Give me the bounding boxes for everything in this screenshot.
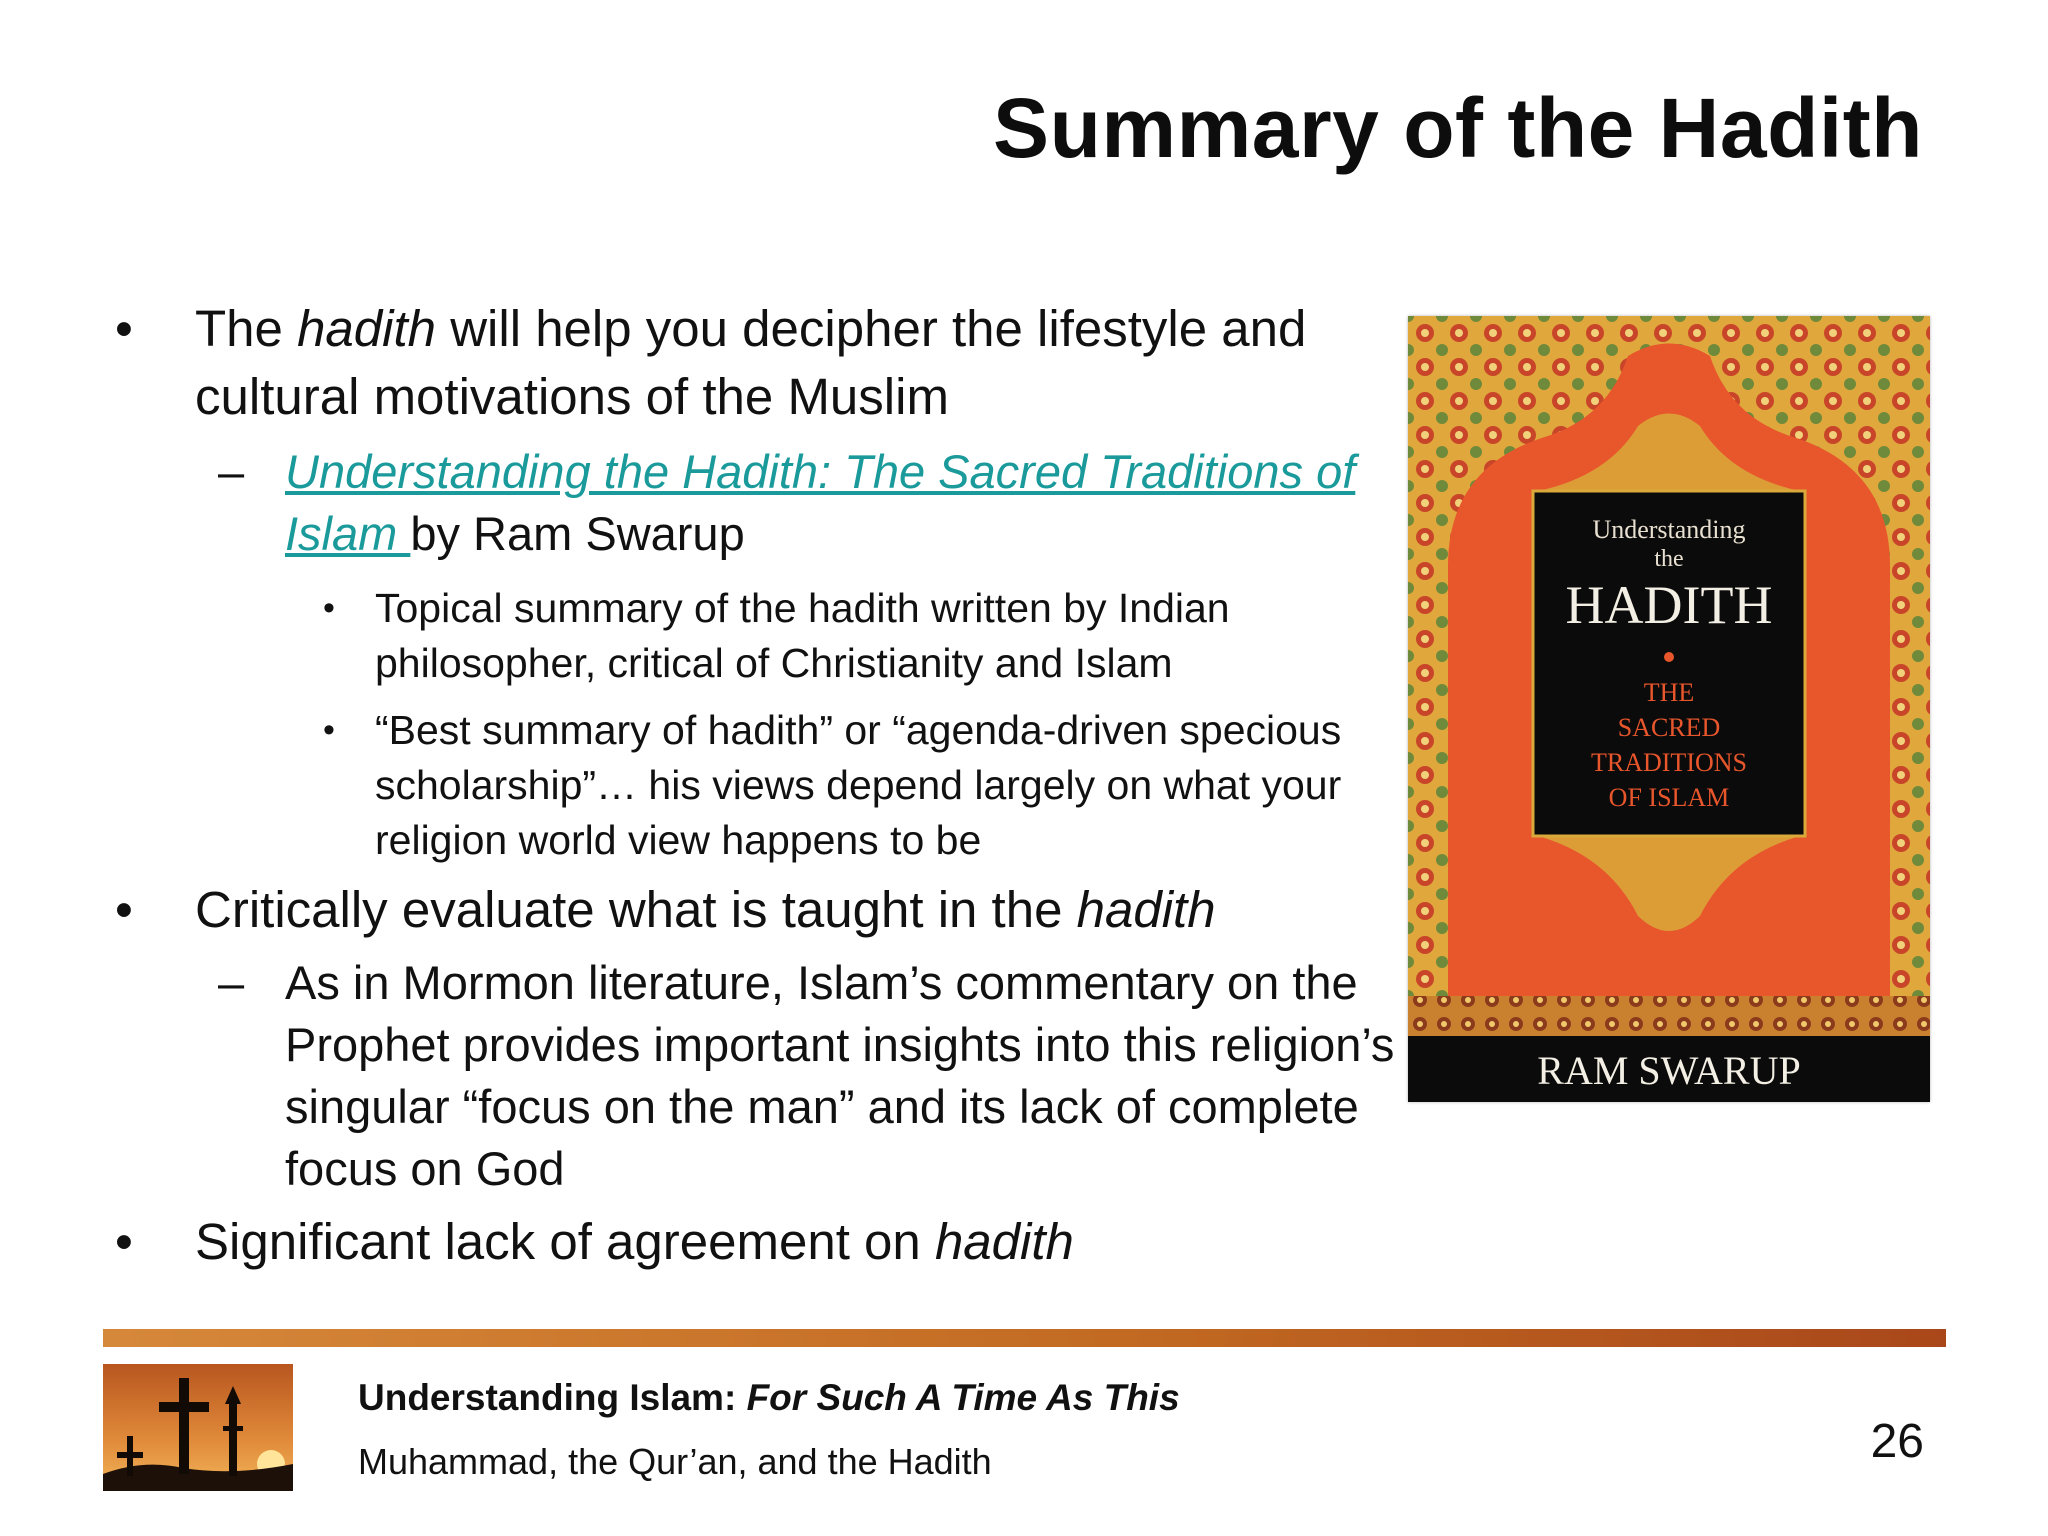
bullet-text: will help you decipher the lifestyle and cultural motivations of the Muslim	[195, 300, 1307, 425]
decorative-band	[1408, 996, 1930, 1036]
sub-bullet-text: As in Mormon literature, Islam’s commentary on the Prophet provides important insights into this religion’s singular “focus on the man” and its lack of complete focus on God	[285, 956, 1395, 1195]
bullet-emphasis: hadith	[1076, 881, 1216, 938]
cover-subtitle-line: THE	[1643, 678, 1695, 707]
bullet-marker: •	[323, 589, 335, 627]
dash-marker: –	[218, 445, 245, 498]
footer-title-italic: For Such A Time As This	[746, 1377, 1180, 1418]
bullet-text: Significant lack of agreement on	[195, 1213, 935, 1270]
dash-marker: –	[218, 956, 245, 1009]
sub-sub-bullet-item	[110, 581, 1410, 691]
cover-subtitle-line: SACRED	[1617, 713, 1721, 742]
bullet-text: Critically evaluate what is taught in the	[195, 881, 1077, 938]
bullet-text: The	[195, 300, 298, 357]
cross-minaret-sunset-image	[103, 1364, 293, 1491]
bullet-item	[110, 1208, 1410, 1276]
cover-author: RAM SWARUP	[1537, 1048, 1801, 1093]
footer-course-title	[358, 1377, 1180, 1419]
sub-sub-bullet-text: Topical summary of the hadith written by Indian philosopher, critical of Christianity and Islam	[375, 585, 1230, 686]
sub-bullet-item	[110, 952, 1410, 1200]
bullet-emphasis: hadith	[934, 1213, 1074, 1270]
bullet-item	[110, 295, 1410, 431]
bullet-list	[110, 295, 1410, 1276]
sub-sub-bullet-text: “Best summary of hadith” or “agenda-driven specious scholarship”… his views depend largely on what your religion world view happens to be	[375, 707, 1342, 863]
bullet-marker: •	[115, 881, 133, 938]
cover-subtitle-line: OF ISLAM	[1608, 783, 1730, 812]
cover-main-title: HADITH	[1565, 575, 1773, 635]
cover-subtitle-line: TRADITIONS	[1591, 748, 1747, 777]
bullet-item	[110, 876, 1410, 944]
sub-sub-bullet-item	[110, 703, 1410, 868]
cover-title-line: Understanding	[1592, 515, 1746, 544]
bullet-marker: •	[323, 711, 335, 749]
book-cover-image	[1408, 316, 1930, 1102]
footer-subtitle: Muhammad, the Qur’an, and the Hadith	[358, 1441, 992, 1482]
cover-dot	[1664, 652, 1674, 662]
sub-bullet-text: by Ram Swarup	[410, 507, 745, 560]
slide-title: Summary of the Hadith	[993, 81, 1923, 175]
bullet-emphasis: hadith	[297, 300, 437, 357]
bullet-marker: •	[115, 1213, 133, 1270]
footer-title-bold: Understanding Islam:	[358, 1377, 747, 1418]
footer-divider	[103, 1329, 1946, 1347]
bullet-marker: •	[115, 300, 133, 357]
cover-title-line: the	[1654, 546, 1684, 572]
sub-bullet-item	[110, 441, 1410, 565]
book-link[interactable]: Understanding the Hadith: The Sacred Traditions of Islam	[285, 445, 1356, 560]
page-number: 26	[1870, 1415, 1924, 1468]
